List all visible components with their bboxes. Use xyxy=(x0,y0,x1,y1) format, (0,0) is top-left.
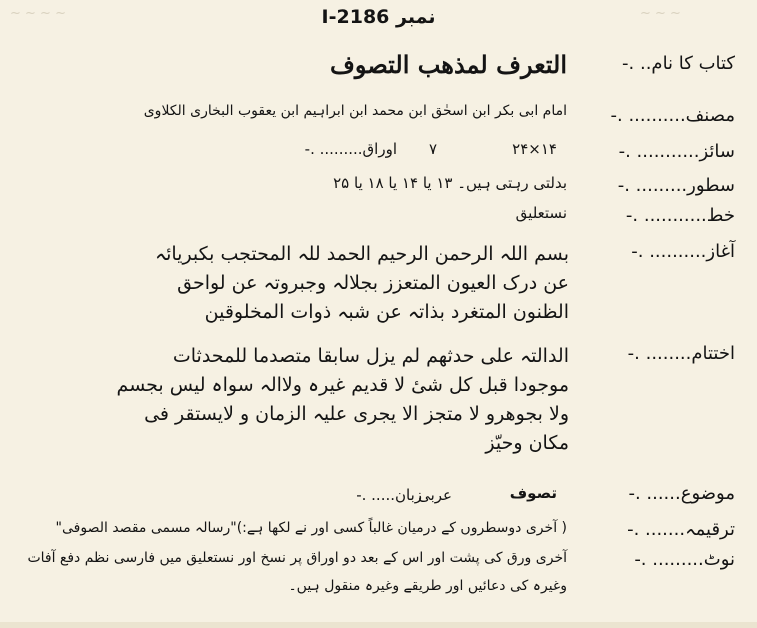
ending-label: اختتام........ .- xyxy=(627,343,735,364)
ending-line: الدالتہ علی حدثھم لم یزل سابقا متصدما للمحدثات xyxy=(172,345,569,367)
leaves-value: ۷ xyxy=(428,140,437,158)
ending-line: ولا بجوھرو لا متجز الا یجری علیہ الزمان و لایستقر فی xyxy=(144,403,569,425)
lines-value: بدلتی رہتی ہیں۔ ۱۳ یا ۱۴ یا ۱۸ یا ۲۵ xyxy=(333,174,567,192)
ending-text xyxy=(29,342,569,458)
bleed-through-text: ~ ~ ~ ~ xyxy=(10,6,66,21)
opening-line: الظنون المتغرد بذاتہ عن شبہ ذوات المخلوقین xyxy=(204,301,569,323)
title-value: التعرف لمذھب التصوف xyxy=(330,50,567,79)
author-value: امام ابی بکر ابن اسحٰق ابن محمد ابن ابراہیم ابن یعقوب البخاری الکلاوی xyxy=(143,103,567,119)
colophon-label: ترقیمہ....... .- xyxy=(627,519,735,540)
subject-value: تصوف xyxy=(509,484,557,502)
language-label: زبان..... .- xyxy=(356,486,422,504)
language-value: عربی xyxy=(418,486,452,504)
title-label: کتاب کا نام.. .- xyxy=(622,53,735,74)
note-line: آخری ورق کی پشت اور اس کے بعد دو اوراق پر نسخ اور نستعلیق میں فارسی نظم دفع آفات xyxy=(27,550,567,566)
note-line: وغیرہ کی دعائیں اور طریقے وغیرہ منقول ہیں۔ xyxy=(288,578,567,594)
bleed-through-text: ~ ~ ~ xyxy=(640,6,681,21)
author-label: مصنف.......... .- xyxy=(610,105,735,126)
ending-line: مکان وحیّز xyxy=(485,432,569,454)
subject-label: موضوع...... .- xyxy=(628,483,735,504)
opening-label: آغاز.......... .- xyxy=(631,241,735,262)
ending-line: موجودا قبل کل شیٔ لا قدیم غیرہ ولاالہ سواہ لیس بجسم xyxy=(116,374,569,396)
opening-text xyxy=(29,240,569,327)
opening-line: بسم اللہ الرحمن الرحیم الحمد للہ المحتجب بکبریائہ xyxy=(154,243,569,265)
leaves-label: اوراق......... .- xyxy=(304,140,397,158)
size-value: ۱۴×۲۴ xyxy=(512,140,557,158)
lines-label: سطور......... .- xyxy=(617,175,735,196)
opening-line: عن درک العیون المتعزز بجلالہ وجبروتہ عن لواحق xyxy=(177,272,569,294)
page-bottom-edge xyxy=(0,622,757,628)
note-label: نوٹ......... .- xyxy=(634,549,735,570)
script-label: خط........... .- xyxy=(625,205,735,226)
colophon-value: ( آخری دوسطروں کے درمیان غالباً کسی اور نے لکھا ہے:)"رسالہ مسمی مقصد الصوفی" xyxy=(55,520,567,536)
script-value: نستعلیق xyxy=(515,204,567,222)
record-number: نمبر 2186-I xyxy=(321,6,436,28)
size-label: سائز........... .- xyxy=(618,141,735,162)
